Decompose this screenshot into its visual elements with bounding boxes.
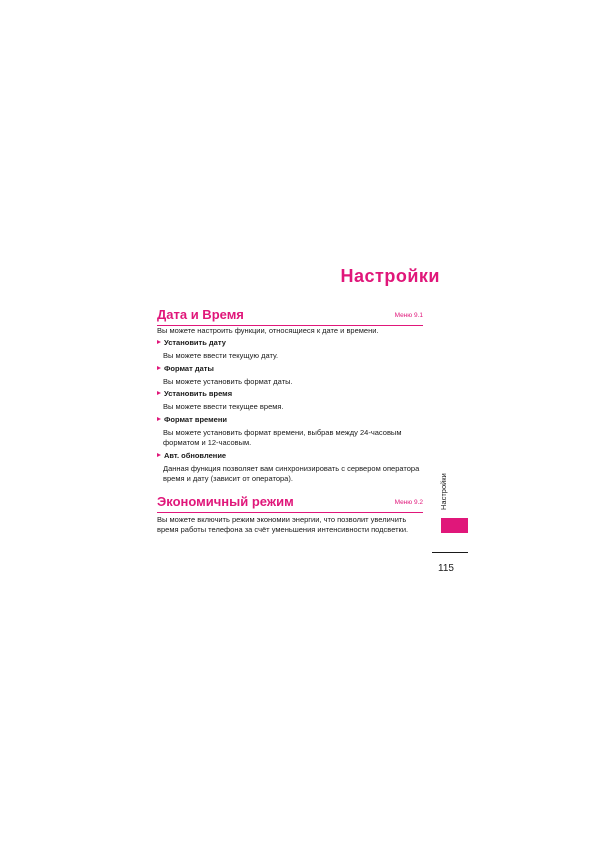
item-desc-date-format: Вы можете установить формат даты. (163, 377, 293, 386)
page-number: 115 (438, 563, 454, 574)
section-header-power-save (157, 494, 423, 513)
bullet-icon (157, 417, 161, 421)
side-tab-label: Настройки (439, 473, 448, 510)
item-desc-set-date: Вы можете ввести текущую дату. (163, 351, 279, 360)
power-save-intro: Вы можете включить режим экономии энергии, что позволит увеличить время работы телефона за счёт уменьшения интенсивности подсветки. (157, 515, 409, 534)
bullet-icon (157, 366, 161, 370)
section-title-date-time: Дата и Время (157, 307, 244, 322)
page-number-rule (432, 552, 468, 553)
page-title: Настройки (340, 266, 440, 286)
item-title-auto-update: Авт. обновление (157, 451, 226, 461)
bullet-icon (157, 453, 161, 457)
section-title-power-save: Экономичный режим (157, 494, 294, 509)
bullet-icon (157, 391, 161, 395)
item-title-set-date: Установить дату (157, 338, 226, 348)
side-tab-marker (441, 518, 468, 533)
menu-ref-9-2: Меню 9.2 (394, 499, 423, 506)
date-time-intro: Вы можете настроить функции, относящиеся к дате и времени. (157, 326, 379, 335)
item-desc-time-format: Вы можете установить формат времени, выбрав между 24-часовым форматом и 12-часовым. (163, 428, 402, 447)
menu-ref-9-1: Меню 9.1 (394, 312, 423, 319)
item-desc-set-time: Вы можете ввести текущее время. (163, 402, 284, 411)
item-title-date-format: Формат даты (157, 364, 214, 374)
item-title-set-time: Установить время (157, 389, 232, 399)
item-title-time-format: Формат времени (157, 415, 227, 425)
item-desc-auto-update: Данная функция позволяет вам синхронизировать с сервером оператора время и дату (зависит от оператора). (163, 464, 420, 483)
section-header-date-time (157, 307, 423, 326)
bullet-icon (157, 340, 161, 344)
